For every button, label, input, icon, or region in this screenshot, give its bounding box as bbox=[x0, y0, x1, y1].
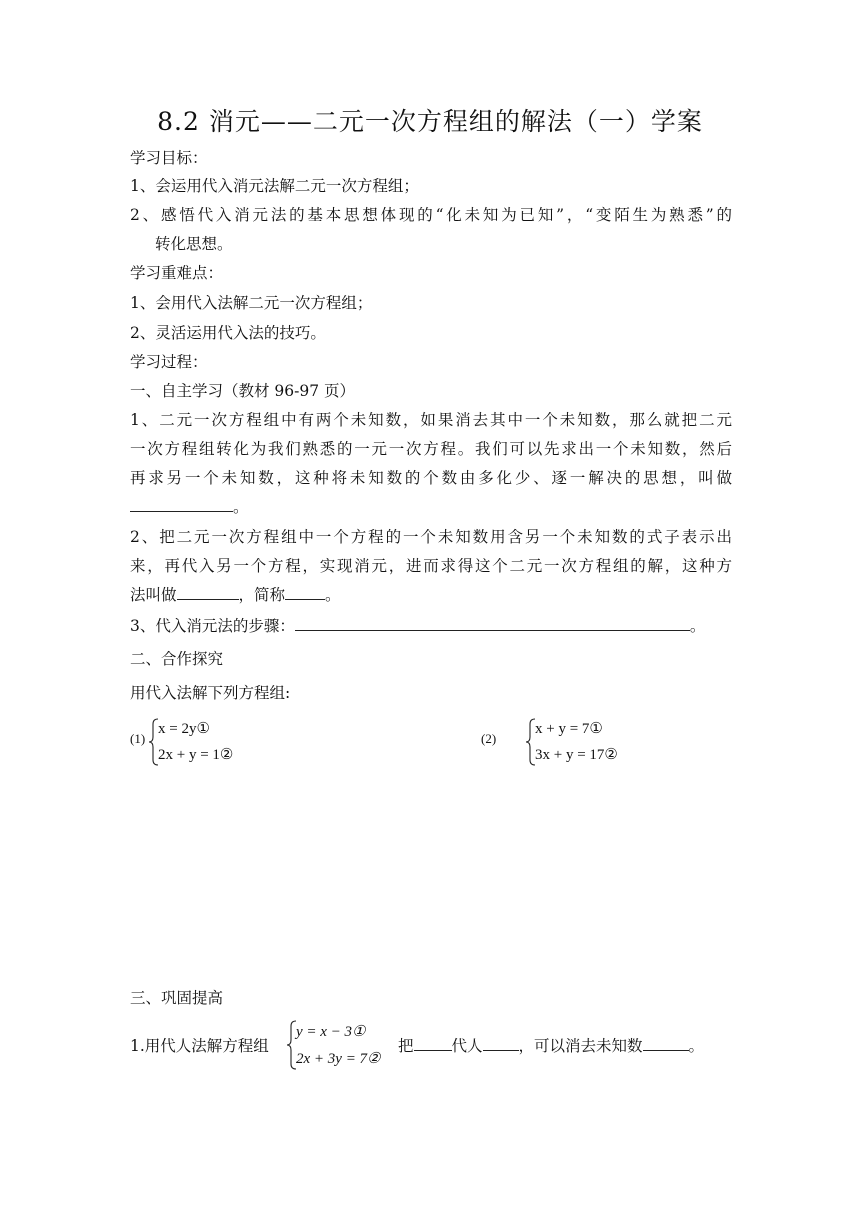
blank-substitute-expr[interactable] bbox=[414, 1036, 452, 1051]
section-consolidate: 三、巩固提高 bbox=[130, 989, 224, 1007]
goal-item-2: 2、感悟代入消元法的基本思想体现的“化未知为已知”，“变陌生为熟悉”的 bbox=[130, 206, 732, 224]
blank-target-equation[interactable] bbox=[483, 1036, 519, 1051]
blank-steps[interactable] bbox=[295, 616, 690, 631]
blank-short-name[interactable] bbox=[285, 585, 325, 600]
system-1-eq-1: x = 2y① bbox=[158, 721, 210, 737]
keypoint-item-2: 2、灵活运用代入法的技巧。 bbox=[130, 324, 326, 342]
system-2-eq-1: x + y = 7① bbox=[535, 721, 603, 737]
goals-heading: 学习目标： bbox=[130, 149, 208, 167]
p1-line-2: 一次方程组转化为我们熟悉的一元一次方程。我们可以先求出一个未知数，然后 bbox=[130, 440, 732, 458]
page-title: 8.2 消元——二元一次方程组的解法（一）学案 bbox=[157, 107, 703, 136]
equation-system-2 bbox=[481, 718, 641, 768]
p1-line-4: 。 bbox=[130, 496, 732, 518]
section-cooperative: 二、合作探究 bbox=[130, 650, 224, 668]
question-1-eq-2: 2x + 3y = 7② bbox=[296, 1051, 381, 1067]
blank-thought-name[interactable] bbox=[130, 497, 233, 512]
blank-eliminated-unknown[interactable] bbox=[643, 1036, 689, 1051]
equation-system-1 bbox=[130, 718, 270, 768]
process-heading: 学习过程： bbox=[130, 353, 208, 371]
goal-item-2-cont: 转化思想。 bbox=[155, 235, 233, 253]
keypoint-item-1: 1、会用代入法解二元一次方程组； bbox=[130, 294, 373, 312]
system-1-eq-2: 2x + y = 1② bbox=[158, 747, 234, 763]
p2-line-1: 2、把二元一次方程组中一个方程的一个未知数用含另一个未知数的式子表示出 bbox=[130, 528, 732, 546]
p1-line-1: 1、二元一次方程组中有两个未知数，如果消去其中一个未知数，那么就把二元 bbox=[130, 411, 732, 429]
goal-item-1: 1、会运用代入消元法解二元一次方程组； bbox=[130, 177, 419, 195]
p2-line-3: 法叫做 ，简称 。 bbox=[130, 586, 341, 604]
section-self-study: 一、自主学习（教材 96-97 页） bbox=[130, 382, 356, 400]
p2-line-2: 来，再代入另一个方程，实现消元，进而求得这个二元一次方程组的解，这种方 bbox=[130, 557, 732, 575]
question-1: 1.用代人法解方程组 y = x − 3① 2x + 3y = 7② 把 代人 ，可以消去未知数 。 bbox=[130, 1018, 750, 1074]
task-instruction: 用代入法解下列方程组: bbox=[130, 684, 291, 702]
question-1-eq-1: y = x − 3① bbox=[296, 1024, 366, 1040]
blank-method-name[interactable] bbox=[177, 585, 239, 600]
p3-line: 3、代入消元法的步骤： 。 bbox=[130, 617, 706, 635]
system-2-label: (2) bbox=[481, 731, 497, 746]
keypoints-heading: 学习重难点： bbox=[130, 264, 224, 282]
system-2-eq-2: 3x + y = 17② bbox=[535, 747, 618, 763]
p1-line-3: 再求另一个未知数，这种将未知数的个数由多化少、逐一解决的思想，叫做 bbox=[130, 469, 732, 487]
system-1-label: (1) bbox=[130, 731, 146, 746]
